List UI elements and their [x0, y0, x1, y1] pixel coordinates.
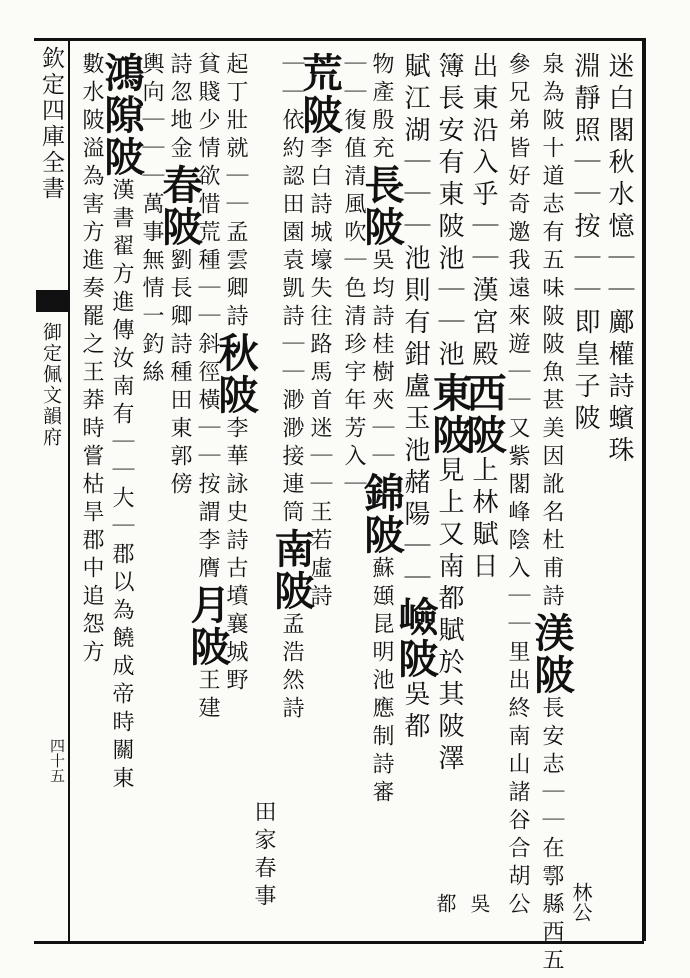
text-column-4: 參兄弟皆好奇邀我遠來遊｜｜又紫閣峰陰入｜｜里出終南山諸谷合胡公 — [505, 52, 530, 920]
column-text: 賦江湖｜｜｜池則有鉗盧玉池赭陽｜｜ — [400, 52, 430, 596]
margin-collection-title: 欽定四庫全書 — [38, 46, 64, 202]
headword: 長陂 — [358, 164, 405, 248]
column-text: 長安志｜｜在鄠縣西五 — [539, 696, 564, 976]
column-text: 王建 — [195, 668, 220, 724]
right-border-rule — [642, 38, 646, 941]
text-column-1: 迷白閣秋水憶｜｜鄺權詩蠙珠 — [604, 52, 634, 468]
column-text: 泉為陂十道志有五味陂陂魚甚美因訛名杜甫詩 — [539, 52, 564, 612]
column-text: 上林賦日 — [468, 456, 498, 584]
column-text: 蘇頲昆明池應制詩審 — [369, 556, 394, 808]
margin-fishtail-bar — [36, 290, 68, 312]
margin-divider-rule — [68, 38, 70, 941]
column-text: 李華詠史詩古墳襄城野 — [223, 416, 248, 696]
headword: 嶮陂 — [392, 596, 439, 680]
margin-book-title: 御定佩文韻府 — [40, 322, 62, 448]
text-column-9: ｜｜復值清風吹｜色清珍宇年芳入｜ — [341, 52, 366, 500]
side-tag-wu: 吳 — [467, 893, 491, 913]
column-text: 詩忽地金 — [167, 52, 192, 164]
headword: 鴻隙陂 — [98, 52, 145, 178]
text-column-16: 輿向｜｜｜萬事無情一釣絲 — [139, 52, 164, 388]
column-text: 吳都 — [400, 680, 430, 744]
headword: 錦陂 — [358, 472, 405, 556]
side-tag-lin-gong: 林公 — [569, 882, 593, 922]
column-text: 見上又南都賦於其陂澤 — [434, 456, 464, 776]
column-text: 簿長安有東陂池｜｜池 — [434, 52, 464, 372]
column-text: 孟浩然詩 — [279, 612, 304, 724]
headword: 春陂 — [156, 164, 203, 248]
headword: 渼陂 — [528, 612, 575, 696]
text-column-5 — [460, 52, 507, 932]
text-column-2: 淵靜照｜｜按｜｜即皇子陂 — [570, 52, 600, 436]
side-tag-du: 都 — [433, 893, 457, 913]
headword: 西陂 — [460, 372, 507, 456]
column-text: 劉長卿詩種田東郭傍 — [167, 248, 192, 500]
headword: 南陂 — [268, 528, 315, 612]
column-text: 物產殷充 — [369, 52, 394, 164]
column-text: 貧賤少情欲惜荒種｜｜斜徑橫｜｜按謂李膺 — [195, 52, 220, 584]
column-text: 漢書翟方進傳汝南有｜｜大｜郡以為饒成帝時關東 — [109, 178, 134, 794]
text-column-18: 數水陂溢為害方進奏罷之王莽時嘗枯旱郡中追怨方 — [79, 52, 104, 668]
text-column-12: 田家春事 — [251, 800, 276, 912]
column-text: 李白詩城壕失往路馬首迷｜｜王若虛詩 — [307, 136, 332, 612]
column-text: 起丁壯就｜｜孟雲卿詩 — [223, 52, 248, 332]
headword: 月陂 — [184, 584, 231, 668]
text-column-17 — [98, 52, 145, 932]
column-text: 出東沿入乎｜｜漢宮殿 — [468, 52, 498, 372]
headword: 荒陂 — [296, 52, 343, 136]
text-column-6 — [426, 52, 473, 932]
headword: 秋陂 — [212, 332, 259, 416]
column-text: 吳均詩桂樹夾｜｜ — [369, 248, 394, 472]
headword: 東陂 — [426, 372, 473, 456]
column-text: ｜｜依約認田園袁凱詩｜｜渺渺接連筒 — [279, 52, 304, 528]
page-number: 四十五 — [48, 738, 66, 783]
text-column-3 — [528, 52, 575, 976]
